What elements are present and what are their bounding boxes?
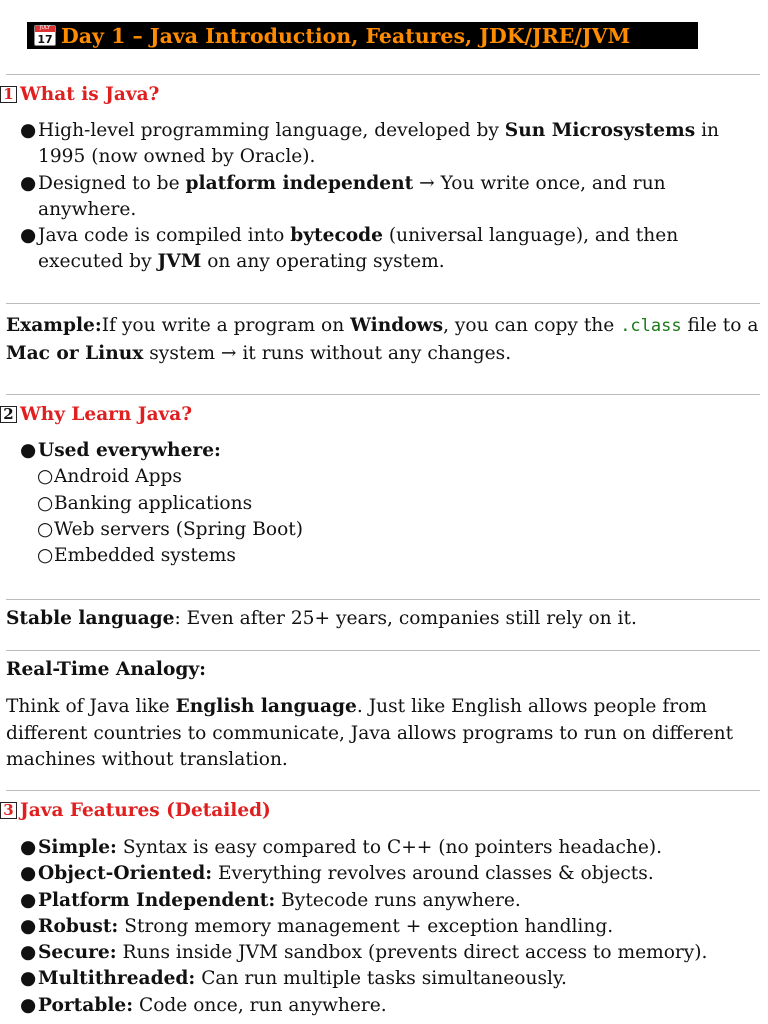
list-item: ● Java code is compiled into bytecode (universal language), and then executed by JVM on any operating system. [20, 225, 679, 273]
divider [6, 650, 760, 651]
bullet-icon: ● [20, 942, 37, 964]
page-title: Day 1 – Java Introduction, Features, JDK/JRE/JVM [61, 23, 631, 48]
number-badge-2: 2 [0, 406, 17, 423]
features-list [20, 835, 762, 1019]
bullet-icon: ● [20, 440, 37, 461]
why-learn-java-list [20, 438, 762, 569]
number-badge-3: 3 [0, 802, 17, 819]
bullet-icon: ● [20, 120, 37, 141]
list-item: ● Used everywhere: ○ Android Apps ○ Banking applications ○ Web servers (Spring Boot) ○ Embedded systems [20, 438, 762, 569]
divider [6, 74, 760, 75]
calendar-icon-day: 17 [37, 33, 53, 46]
sub-list-item: ○ Embedded systems [20, 543, 762, 569]
feature-item-multithreaded: ● Multithreaded: Can run multiple tasks simultaneously. [20, 966, 762, 992]
divider [6, 599, 760, 600]
list-item: ● Designed to be platform independent → You write once, and run anywhere. [20, 172, 666, 220]
section-heading-text: Why Learn Java? [20, 404, 193, 425]
circle-bullet-icon: ○ [37, 545, 54, 567]
bullet-icon: ● [20, 863, 37, 885]
list-item: ● High-level programming language, developed by Sun Microsystems in 1995 (now owned by Oracle). [20, 120, 720, 168]
circle-bullet-icon: ○ [37, 492, 54, 514]
sub-list-item: ○ Android Apps [20, 464, 762, 490]
feature-item-secure: ● Secure: Runs inside JVM sandbox (prevents direct access to memory). [20, 940, 762, 966]
calendar-icon-month: JULY [39, 25, 51, 31]
divider [6, 303, 760, 304]
feature-item-portable: ● Portable: Code once, run anywhere. [20, 993, 762, 1019]
bullet-icon: ● [20, 172, 37, 194]
analogy-paragraph: Think of Java like English language. Just like English allows people from different countries to communicate, Java allows programs to run on different machines without translation. [6, 696, 734, 770]
example-paragraph: Example:If you write a program on Windows, you can copy the .class file to a Mac or Linux system → it runs without any changes. [6, 315, 759, 364]
section-heading-text: Java Features (Detailed) [20, 800, 271, 821]
section-heading-what-is-java [0, 84, 159, 105]
divider [6, 394, 760, 395]
feature-item-robust: ● Robust: Strong memory management + exception handling. [20, 914, 762, 940]
section-heading-text: What is Java? [20, 84, 160, 105]
class-file-code: .class [620, 316, 682, 336]
circle-bullet-icon: ○ [37, 518, 54, 540]
section-heading-java-features [0, 800, 271, 821]
what-is-java-list [20, 118, 762, 276]
used-everywhere-sublist [20, 464, 762, 569]
feature-item-object-oriented: ● Object-Oriented: Everything revolves around classes & objects. [20, 861, 762, 887]
sub-list-item: ○ Web servers (Spring Boot) [20, 517, 762, 543]
sub-list-item: ○ Banking applications [20, 491, 762, 517]
feature-item-platform-independent: ● Platform Independent: Bytecode runs anywhere. [20, 888, 762, 914]
divider [6, 790, 760, 791]
section-heading-why-learn-java [0, 404, 192, 425]
stable-language-paragraph: Stable language: Even after 25+ years, companies still rely on it. [6, 608, 637, 629]
circle-bullet-icon: ○ [37, 466, 54, 488]
number-badge-1: 1 [0, 86, 17, 103]
bullet-icon: ● [20, 994, 37, 1016]
calendar-icon [34, 25, 56, 46]
analogy-heading: Real-Time Analogy: [6, 659, 207, 680]
bullet-icon: ● [20, 968, 37, 990]
bullet-icon: ● [20, 837, 37, 858]
page-title-bar [27, 22, 698, 49]
feature-item-simple: ● Simple: Syntax is easy compared to C++ (no pointers headache). [20, 835, 762, 861]
bullet-icon: ● [20, 915, 37, 937]
bullet-icon: ● [20, 889, 37, 911]
bullet-icon: ● [20, 225, 37, 247]
